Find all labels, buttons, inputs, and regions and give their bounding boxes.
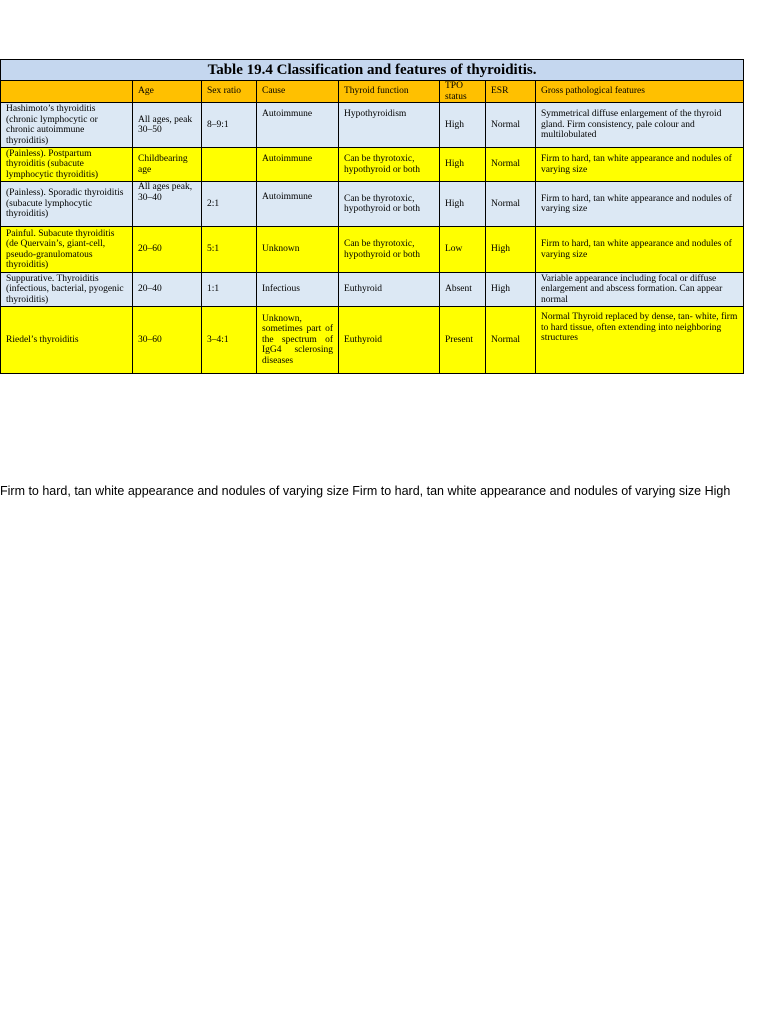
cell-sex-ratio	[202, 148, 257, 182]
table-title: Table 19.4 Classification and features of thyroiditis.	[1, 60, 744, 81]
table-row	[1, 103, 744, 148]
cell-tpo: High	[440, 103, 486, 148]
header-cell: Gross pathological features	[536, 81, 744, 103]
cell-tpo: Low	[440, 227, 486, 273]
cell-tpo: Absent	[440, 273, 486, 307]
cell-name: (Painless). Postpartum thyroiditis (subacute lymphocytic thyroiditis)	[1, 148, 133, 182]
table-row	[1, 227, 744, 273]
cell-sex-ratio: 3–4:1	[202, 307, 257, 374]
cell-features: Firm to hard, tan white appearance and nodules of varying size	[536, 148, 744, 182]
cell-age: All ages peak, 30–40	[133, 182, 202, 227]
cell-cause: Autoimmune	[257, 182, 339, 227]
cell-sex-ratio: 1:1	[202, 273, 257, 307]
cell-features: Firm to hard, tan white appearance and nodules of varying size	[536, 182, 744, 227]
cell-thyroid-function: Euthyroid	[339, 307, 440, 374]
cell-tpo: Present	[440, 307, 486, 374]
cell-age: 20–60	[133, 227, 202, 273]
cell-age: 30–60	[133, 307, 202, 374]
cell-name: Painful. Subacute thyroiditis (de Quervain’s, giant-cell, pseudo-granulomatous thyroiditis)	[1, 227, 133, 273]
cell-name: Suppurative. Thyroiditis (infectious, bacterial, pyogenic thyroiditis)	[1, 273, 133, 307]
footer-text: Firm to hard, tan white appearance and nodules of varying size Firm to hard, tan white appearance and nodules of varying size High	[0, 484, 731, 498]
cell-age: 20–40	[133, 273, 202, 307]
cell-cause: Autoimmune	[257, 148, 339, 182]
cell-name: Hashimoto’s thyroiditis (chronic lymphocytic or chronic autoimmune thyroiditis)	[1, 103, 133, 148]
thyroiditis-table	[0, 59, 744, 374]
cell-esr: Normal	[486, 103, 536, 148]
header-cell: Cause	[257, 81, 339, 103]
cell-esr: Normal	[486, 182, 536, 227]
cell-tpo: High	[440, 182, 486, 227]
cell-thyroid-function: Can be thyrotoxic, hypothyroid or both	[339, 227, 440, 273]
cell-cause: Unknown, sometimes part of the spectrum of IgG4 sclerosing diseases	[257, 307, 339, 374]
table-row	[1, 182, 744, 227]
cell-cause: Autoimmune	[257, 103, 339, 148]
header-cell: ESR	[486, 81, 536, 103]
cell-age: Childbearing age	[133, 148, 202, 182]
cell-cause: Unknown	[257, 227, 339, 273]
header-cell: Thyroid function	[339, 81, 440, 103]
cell-sex-ratio: 2:1	[202, 182, 257, 227]
cell-thyroid-function: Can be thyrotoxic, hypothyroid or both	[339, 182, 440, 227]
table-row	[1, 148, 744, 182]
header-cell: Age	[133, 81, 202, 103]
table-header-row	[1, 81, 744, 103]
cell-features: Symmetrical diffuse enlargement of the thyroid gland. Firm consistency, pale colour and multilobulated	[536, 103, 744, 148]
cell-features: Variable appearance including focal or diffuse enlargement and abscess formation. Can appear normal	[536, 273, 744, 307]
cell-esr: Normal	[486, 307, 536, 374]
cell-tpo: High	[440, 148, 486, 182]
cell-thyroid-function: Can be thyrotoxic, hypothyroid or both	[339, 148, 440, 182]
cell-age: All ages, peak 30–50	[133, 103, 202, 148]
cell-features: Firm to hard, tan white appearance and nodules of varying size	[536, 227, 744, 273]
header-cell: TPO status	[440, 81, 486, 103]
header-cell: Sex ratio	[202, 81, 257, 103]
cell-cause: Infectious	[257, 273, 339, 307]
cell-sex-ratio: 8–9:1	[202, 103, 257, 148]
cell-thyroid-function: Euthyroid	[339, 273, 440, 307]
cell-esr: High	[486, 227, 536, 273]
header-cell	[1, 81, 133, 103]
cell-thyroid-function: Hypothyroidism	[339, 103, 440, 148]
cell-features: Normal Thyroid replaced by dense, tan- white, firm to hard tissue, often extending into neighboring structures	[536, 307, 744, 374]
cell-sex-ratio: 5:1	[202, 227, 257, 273]
table-row	[1, 307, 744, 374]
cell-name: Riedel’s thyroiditis	[1, 307, 133, 374]
table-row	[1, 273, 744, 307]
cell-esr: High	[486, 273, 536, 307]
cell-esr: Normal	[486, 148, 536, 182]
cell-name: (Painless). Sporadic thyroiditis (subacute lymphocytic thyroiditis)	[1, 182, 133, 227]
